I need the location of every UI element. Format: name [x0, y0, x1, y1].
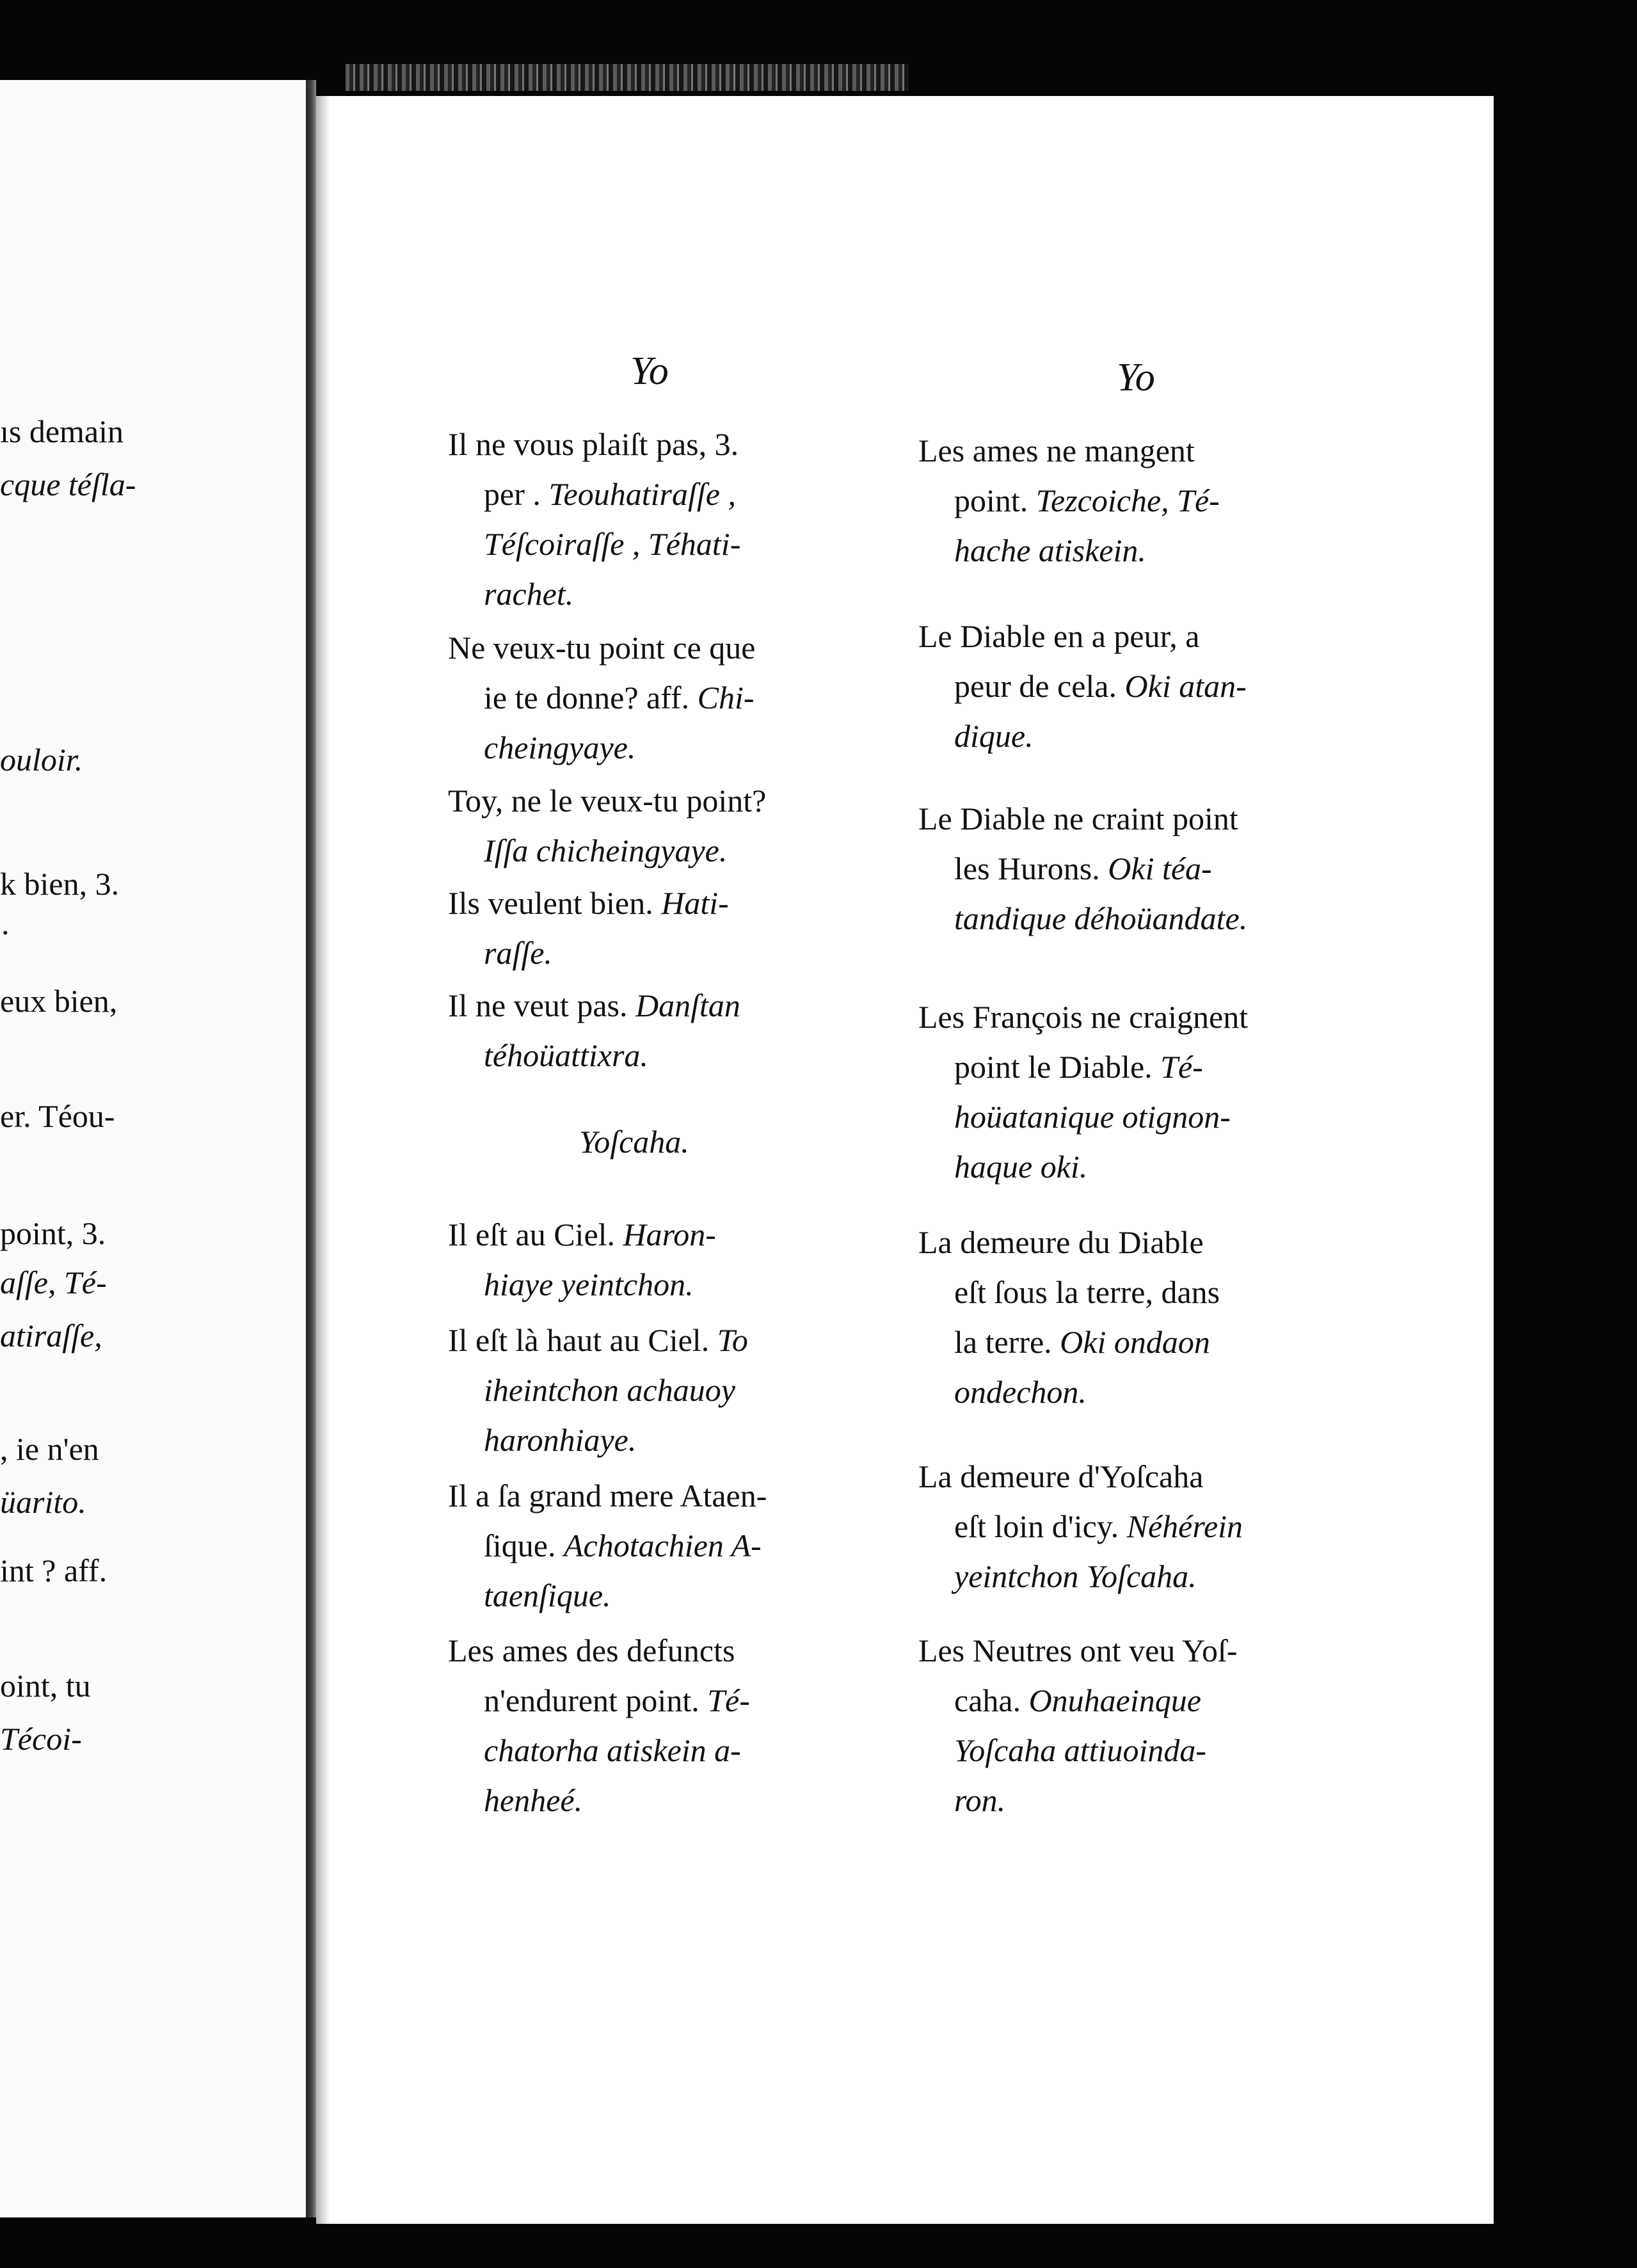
huron-text: dique.: [954, 718, 1034, 754]
entry-continuation: [918, 711, 1247, 761]
huron-text: tandique déhoüandate.: [954, 900, 1248, 936]
prev-page-fragment: int ? aff.: [0, 1553, 108, 1588]
entry-continuation: [448, 1675, 750, 1725]
prev-page-fragment: oint, tu: [0, 1668, 91, 1704]
huron-text: hoüatanique otignon-: [954, 1099, 1231, 1135]
prev-page-fragment: er. Téou-: [0, 1098, 115, 1134]
entry-continuation: [918, 525, 1220, 575]
huron-text: Tezcoiche, Té-: [1035, 483, 1220, 518]
french-text: eſt ſous la terre, dans: [954, 1274, 1220, 1310]
french-text: la terre.: [954, 1324, 1060, 1360]
huron-text: Teouhatiraſſe ,: [548, 476, 736, 512]
entry-continuation: [918, 1267, 1220, 1317]
entry-continuation: [918, 1501, 1243, 1551]
prev-page-fragment: ouloir.: [0, 742, 83, 778]
entry-continuation: [918, 893, 1247, 943]
entry-continuation: [448, 1415, 748, 1465]
huron-text: Chi-: [697, 680, 755, 715]
huron-text: hiaye yeintchon.: [484, 1266, 694, 1302]
huron-text: Téſcoiraſſe , Téhati-: [484, 526, 741, 562]
huron-text: Onuhaeinque: [1028, 1682, 1201, 1718]
dictionary-entry: [448, 1471, 767, 1620]
entry-headline: [918, 794, 1247, 843]
french-text: Il eſt là haut au Ciel.: [448, 1322, 717, 1358]
french-text: per .: [484, 476, 549, 512]
book-spine-shadow: [306, 80, 316, 2217]
dictionary-entry: [448, 419, 740, 619]
prev-page-fragment: k bien, 3.: [0, 866, 120, 902]
huron-text: Haron-: [623, 1217, 716, 1252]
huron-text: Néhérein: [1126, 1508, 1243, 1544]
huron-text: Oki téa-: [1108, 850, 1212, 886]
entry-headline: [918, 1451, 1243, 1501]
french-text: Les ames ne mangent: [918, 433, 1195, 468]
entry-headline: [448, 980, 740, 1030]
french-text: eſt loin d'icy.: [954, 1508, 1127, 1544]
prev-page-fragment: Técoi-: [0, 1721, 82, 1757]
prev-page-fragment: eux bien,: [0, 983, 118, 1019]
entry-continuation: [918, 475, 1220, 525]
entry-continuation: [918, 1317, 1220, 1367]
dictionary-entry: [918, 611, 1247, 761]
dictionary-entry: [448, 1210, 716, 1309]
french-text: Il ne vous plaiſt pas, 3.: [448, 426, 739, 462]
huron-text: Oki atan-: [1124, 668, 1247, 704]
main-page: [316, 96, 1494, 2224]
dictionary-entry: [918, 1451, 1243, 1601]
entry-continuation: [918, 1775, 1238, 1825]
huron-text: Iſſa chicheingyaye.: [484, 833, 728, 868]
entry-headline: [448, 1315, 748, 1365]
french-text: caha.: [954, 1682, 1029, 1718]
section-title: Yoſcaha.: [579, 1124, 689, 1160]
entry-continuation: [918, 1042, 1248, 1092]
previous-page: [0, 80, 306, 2217]
entry-continuation: [918, 843, 1247, 893]
entry-headline: [448, 419, 740, 469]
dictionary-entry: [918, 794, 1247, 943]
dictionary-entry: [918, 1217, 1220, 1417]
huron-text: cheingyaye.: [484, 730, 636, 765]
entry-headline: [448, 1471, 767, 1521]
entry-headline: [918, 1217, 1220, 1267]
entry-continuation: [448, 723, 755, 772]
huron-text: rachet.: [484, 576, 574, 612]
huron-text: To: [717, 1322, 748, 1358]
huron-text: haque oki.: [954, 1149, 1088, 1185]
huron-text: Danſtan: [635, 987, 740, 1023]
prev-page-fragment: , ie n'en: [0, 1431, 99, 1467]
french-text: point le Diable.: [954, 1049, 1161, 1085]
huron-text: Té-: [1160, 1049, 1203, 1085]
huron-text: hache atiskein.: [954, 532, 1146, 568]
prev-page-fragment: üarito.: [0, 1484, 86, 1520]
dictionary-entry: [448, 1315, 748, 1465]
entry-continuation: [448, 1521, 767, 1570]
entry-headline: [448, 1210, 716, 1259]
entry-continuation: [448, 469, 740, 519]
entry-continuation: [918, 661, 1247, 711]
huron-text: chatorha atiskein a-: [484, 1732, 741, 1768]
french-text: Ils veulent bien.: [448, 885, 662, 921]
dictionary-entry: [918, 1625, 1238, 1825]
entry-continuation: [448, 1030, 740, 1080]
prev-page-fragment: ·: [0, 914, 11, 950]
entry-continuation: [448, 1725, 750, 1775]
entry-headline: [448, 878, 729, 928]
huron-text: Hati-: [661, 885, 729, 921]
french-text: Toy, ne le veux-tu point?: [448, 783, 767, 819]
huron-text: ondechon.: [954, 1374, 1087, 1410]
french-text: Le Diable en a peur, a: [918, 618, 1200, 654]
huron-text: Oki ondaon: [1060, 1324, 1210, 1360]
dictionary-entry: [448, 980, 740, 1080]
french-text: Les ames des defuncts: [448, 1633, 735, 1668]
prev-page-fragment: aſſe, Té-: [0, 1265, 107, 1300]
prev-page-fragment: atiraſſe,: [0, 1318, 102, 1354]
entry-continuation: [448, 1365, 748, 1415]
huron-text: yeintchon Yoſcaha.: [954, 1558, 1197, 1594]
gutter-shade: [316, 96, 330, 2224]
dictionary-entry: [448, 623, 755, 772]
french-text: Il ne veut pas.: [448, 987, 635, 1023]
entry-headline: [448, 776, 766, 826]
huron-text: ron.: [954, 1782, 1006, 1818]
french-text: peur de cela.: [954, 668, 1125, 704]
entry-continuation: [448, 673, 755, 723]
entry-continuation: [448, 826, 766, 875]
entry-continuation: [918, 1367, 1220, 1417]
french-text: les Hurons.: [954, 850, 1108, 886]
french-text: La demeure d'Yoſcaha: [918, 1458, 1204, 1494]
entry-headline: [918, 992, 1248, 1042]
huron-text: taenſique.: [484, 1577, 611, 1613]
entry-headline: [918, 1625, 1238, 1675]
huron-text: raſſe.: [484, 935, 552, 971]
french-text: La demeure du Diable: [918, 1224, 1204, 1260]
entry-continuation: [448, 928, 729, 978]
entry-continuation: [448, 1259, 716, 1309]
french-text: ie te donne? aff.: [484, 680, 698, 715]
running-head-left: Yo: [630, 349, 669, 393]
huron-text: henheé.: [484, 1782, 583, 1818]
entry-continuation: [448, 1570, 767, 1620]
prev-page-fragment: point, 3.: [0, 1215, 106, 1251]
dictionary-entry: [448, 776, 766, 875]
entry-headline: [448, 1625, 750, 1675]
huron-text: iheintchon achauoy: [484, 1372, 735, 1408]
french-text: Il eſt au Ciel.: [448, 1217, 623, 1252]
entry-continuation: [918, 1551, 1243, 1601]
french-text: Les François ne craignent: [918, 999, 1249, 1035]
entry-headline: [448, 623, 755, 673]
entry-headline: [918, 611, 1247, 661]
dictionary-entry: [918, 992, 1248, 1192]
french-text: n'endurent point.: [484, 1682, 708, 1718]
huron-text: téhoüattixra.: [484, 1037, 648, 1073]
huron-text: Yoſcaha attiuoinda-: [954, 1732, 1207, 1768]
entry-continuation: [448, 1775, 750, 1825]
french-text: Il a ſa grand mere Ataen-: [448, 1478, 767, 1513]
dictionary-entry: [918, 426, 1220, 575]
french-text: point.: [954, 483, 1036, 518]
prev-page-fragment: cque téſla-: [0, 467, 136, 502]
entry-continuation: [918, 1675, 1238, 1725]
french-text: Le Diable ne craint point: [918, 801, 1238, 836]
huron-text: Té-: [707, 1682, 750, 1718]
prev-page-fragment: ıs demain: [0, 413, 124, 449]
entry-continuation: [918, 1725, 1238, 1775]
scan-edge-noise: [346, 64, 909, 91]
entry-headline: [918, 426, 1220, 475]
running-head-right: Yo: [1117, 356, 1155, 399]
dictionary-entry: [448, 1625, 750, 1825]
french-text: Ne veux-tu point ce que: [448, 630, 756, 666]
entry-continuation: [918, 1092, 1248, 1142]
entry-continuation: [448, 569, 740, 619]
huron-text: haronhiaye.: [484, 1422, 637, 1458]
huron-text: Achotachien A-: [563, 1528, 762, 1563]
french-text: ſique.: [484, 1528, 564, 1563]
entry-continuation: [448, 519, 740, 569]
entry-continuation: [918, 1142, 1248, 1192]
dictionary-entry: [448, 878, 729, 978]
french-text: Les Neutres ont veu Yoſ-: [918, 1633, 1238, 1668]
